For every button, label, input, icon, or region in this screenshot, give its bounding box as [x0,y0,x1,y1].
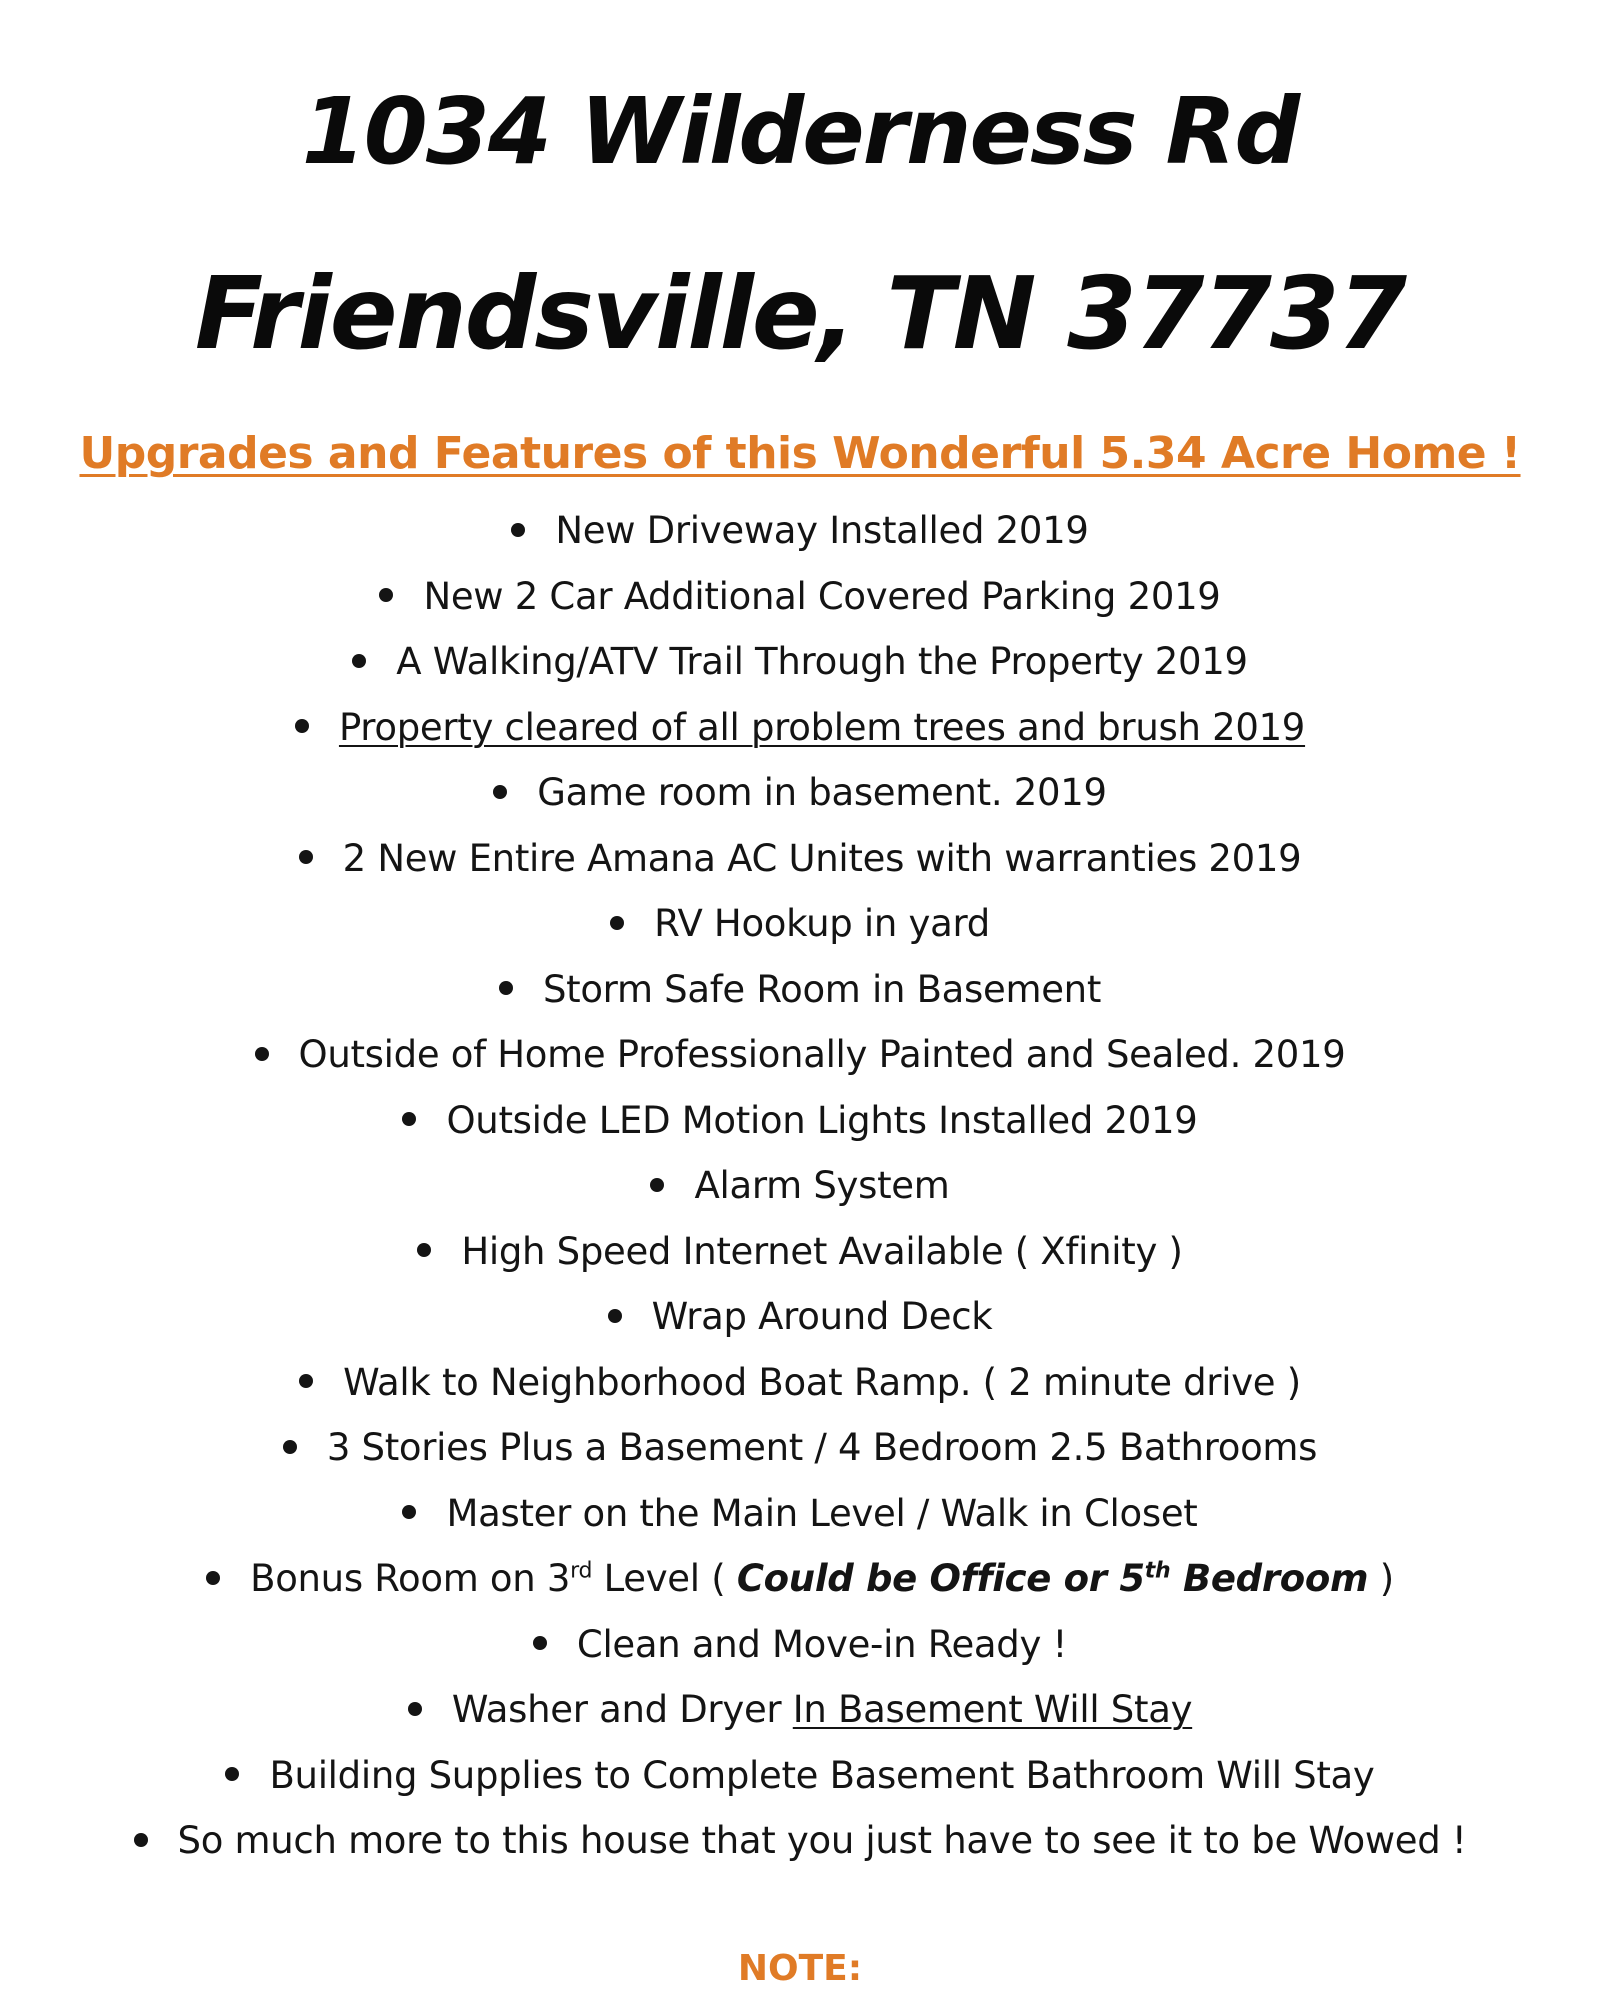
bullet-icon [499,981,513,995]
ordinal-suffix: th [1144,1558,1171,1584]
bullet-icon [352,654,366,668]
feature-item [0,1350,1600,1416]
features-list [0,498,1600,1874]
feature-text: A Walking/ATV Trail Through the Property 2019 [396,640,1248,683]
feature-item [0,1088,1600,1154]
bullet-icon [402,1505,416,1519]
bullet-icon [295,719,309,733]
feature-text-part: Could be Office or 5 [736,1557,1145,1600]
bullet-icon [610,916,624,930]
bullet-icon [402,1112,416,1126]
feature-item [0,1284,1600,1350]
feature-item [0,629,1600,695]
feature-text: Clean and Move-in Ready ! [576,1622,1068,1666]
feature-text: Outside LED Motion Lights Installed 2019 [446,1098,1198,1142]
feature-text-emphasis [737,1557,1368,1600]
feature-text: Outside of Home Professionally Painted and Sealed. 2019 [298,1033,1346,1076]
feature-item [0,1743,1600,1809]
feature-item [0,1546,1600,1612]
feature-text: 3 Stories Plus a Basement / 4 Bedroom 2.5 Bathrooms [326,1426,1318,1469]
feature-text: Master on the Main Level / Walk in Closet [446,1491,1198,1535]
bullet-icon [650,1178,664,1192]
feature-item [0,760,1600,826]
feature-text: Walk to Neighborhood Boat Ramp. ( 2 minute drive ) [343,1360,1301,1404]
ordinal-suffix: rd [570,1558,593,1584]
features-heading: Upgrades and Features of this Wonderful 5.34 Acre Home ! [79,428,1521,479]
bullet-icon [408,1702,422,1716]
feature-text: Storm Safe Room in Basement [542,967,1102,1011]
feature-text: Wrap Around Deck [651,1295,993,1338]
feature-item [0,1022,1600,1088]
feature-text-part: Washer and Dryer [451,1688,793,1731]
bullet-icon [225,1767,239,1781]
feature-item [0,826,1600,892]
feature-text: RV Hookup in yard [654,902,990,945]
bullet-icon [299,850,313,864]
feature-item [0,1481,1600,1547]
feature-text [250,1557,1394,1600]
feature-text [452,1688,1192,1731]
feature-text: Property cleared of all problem trees and brush 2019 [338,705,1306,749]
bullet-icon [417,1243,431,1257]
feature-text: Building Supplies to Complete Basement Bathroom Will Stay [269,1753,1375,1797]
feature-text: New 2 Car Additional Covered Parking 2019 [423,574,1221,618]
feature-item [0,1808,1600,1874]
feature-item [0,957,1600,1023]
note-label: NOTE: [737,1948,863,1989]
feature-item [0,1219,1600,1285]
feature-item [0,564,1600,630]
address-city-state-zip: Friendsville, TN 37737 [194,255,1406,372]
feature-text-part: ) [1368,1557,1394,1600]
address-street: 1034 Wilderness Rd [301,78,1299,185]
feature-text-underlined: In Basement Will Stay [792,1688,1193,1731]
feature-text-part: Bedroom [1170,1557,1369,1600]
feature-text: Game room in basement. 2019 [537,771,1107,814]
feature-item [0,498,1600,564]
feature-item [0,891,1600,957]
bullet-icon [134,1833,148,1847]
feature-text: New Driveway Installed 2019 [555,509,1089,552]
bullet-icon [283,1440,297,1454]
feature-text: Alarm System [694,1164,950,1207]
bullet-icon [608,1309,622,1323]
feature-text-part: Level ( [592,1557,737,1600]
feature-item [0,1612,1600,1678]
bullet-icon [379,588,393,602]
bullet-icon [511,523,525,537]
feature-text-part: Bonus Room on 3 [250,1557,571,1600]
feature-text: So much more to this house that you just have to see it to be Wowed ! [177,1819,1467,1862]
bullet-icon [299,1374,313,1388]
bullet-icon [533,1636,547,1650]
feature-text: High Speed Internet Available ( Xfinity ) [461,1229,1183,1273]
feature-item [0,1153,1600,1219]
feature-text: 2 New Entire Amana AC Unites with warranties 2019 [342,836,1302,880]
bullet-icon [493,785,507,799]
feature-item [0,1415,1600,1481]
feature-item [0,1677,1600,1743]
bullet-icon [255,1047,269,1061]
feature-item [0,695,1600,761]
bullet-icon [206,1571,220,1585]
